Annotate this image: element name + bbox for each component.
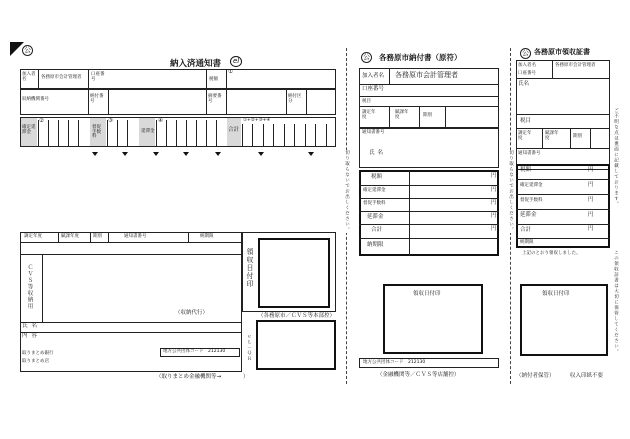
tax-circle: ① <box>228 69 233 75</box>
yen-1: 円 <box>491 173 497 179</box>
term-label-3: 期別 <box>573 134 582 139</box>
late-label-2: 延滞金 <box>367 214 384 220</box>
payer-value: 各務原市会計管理者 <box>41 75 82 80</box>
col-year: 調定年度 <box>24 234 42 239</box>
tax-sub3: 延滞金 <box>141 129 155 134</box>
slip-receipt <box>514 46 614 384</box>
uniform-code-2: 地方公共団体コード 212130 <box>363 360 426 365</box>
footer-left-3: （納付者保管） <box>516 373 555 379</box>
slip3-title: 各務原市領収証書 <box>534 48 590 56</box>
late-label-3: 延滞金 <box>520 212 537 218</box>
notice-label-3: 通知書番号 <box>518 151 541 156</box>
col-period: 期別 <box>93 234 102 239</box>
tax-label-2: 税額 <box>371 174 383 180</box>
footer-note-2: （金融機関等／ＣＶＳ等店舗控） <box>377 372 460 378</box>
fee2-label-3: 督促手数料 <box>520 198 543 203</box>
bottom-left2: 取りまとめ店 <box>22 359 49 364</box>
account-label: 口座番号 <box>91 72 105 82</box>
side-note-2: ご不明な点は裏面に記載しております。 <box>613 108 619 207</box>
slip1-title: 納入済通知書 <box>170 59 222 69</box>
detail-label: 摘要番号 <box>208 94 222 104</box>
yen-5: 円 <box>491 226 497 232</box>
cvs-copy: （各務原市／ＣＶＳ等本部控） <box>258 313 336 319</box>
stamp-label-2: 領収日付印 <box>413 291 441 297</box>
received-note: 上記のとおり領収しました。 <box>522 251 581 256</box>
total-label-3: 合計 <box>520 227 532 233</box>
name-label-3: 氏名 <box>518 81 530 87</box>
slip-original <box>355 48 505 384</box>
institution-label: 収納機関番号 <box>22 97 49 102</box>
payer-value-3: 各務原市会計管理者 <box>555 63 596 68</box>
stamp-label: 領収日付印 <box>246 248 254 288</box>
payer-label: 加入者名 <box>22 72 36 82</box>
yen-3c: 円 <box>588 197 594 203</box>
tax-label-3: 税額 <box>520 167 532 173</box>
assess-label-2: 賦課年度 <box>395 110 409 120</box>
fee-label: 納付番号 <box>90 94 104 104</box>
payer-value-2: 各務原市会計管理者 <box>395 71 458 79</box>
fee1-label-3: 確定延滞金 <box>520 183 543 188</box>
year-label-2: 調定年度 <box>362 110 376 120</box>
uniform-code: 地方公共団体コード 212130 <box>163 349 226 354</box>
fee1-label-2: 確定延滞金 <box>363 188 386 193</box>
due-label-3: 納期限 <box>520 240 534 245</box>
account-label-2: 口座番号 <box>362 86 385 92</box>
fee2-label-2: 督促手数料 <box>363 201 386 206</box>
total-label-2: 合計 <box>371 227 383 233</box>
agent-note: （収納代行） <box>175 310 209 316</box>
tax-item-label-3: 税目 <box>520 118 532 124</box>
category-label: 納付区分 <box>288 94 302 104</box>
account-label-3: 口座番号 <box>518 71 536 76</box>
tax-label: 税額 <box>209 77 218 82</box>
col-assess-year: 賦課年度 <box>61 234 79 239</box>
period-label-2: 税目 <box>362 99 371 104</box>
circle-mark-2: 公 <box>363 53 370 61</box>
payer-label-3: 加入者名 <box>518 63 536 68</box>
total-formula: ①+②+③+④ <box>243 118 271 123</box>
col-due: 納期限 <box>200 234 214 239</box>
yen-4: 円 <box>491 213 497 219</box>
yen-3d: 円 <box>588 212 594 218</box>
col-notice: 通知書番号 <box>124 234 147 239</box>
slip-notice <box>10 42 336 387</box>
assess-label-3: 賦課年度 <box>545 131 559 141</box>
content-label: 内容 <box>22 333 42 339</box>
amount-table-3 <box>516 164 610 248</box>
qr-box <box>256 320 336 370</box>
total-label: 合計 <box>228 127 240 133</box>
yen-3a: 円 <box>588 167 594 173</box>
yen-3b: 円 <box>588 182 594 188</box>
cut-note-2: 切り取らないでお出しください。 <box>508 150 514 233</box>
year-label-3: 調定年度 <box>518 131 532 141</box>
notice-label-2: 通知書番号 <box>362 130 385 135</box>
yen-3e: 円 <box>588 226 594 232</box>
payer-label-2: 加入者名 <box>362 73 385 79</box>
circle-mark: 公 <box>24 46 31 54</box>
circle-mark-3: 公 <box>522 49 529 57</box>
el-mark: el <box>230 56 242 67</box>
cvs-label: ＣＶＳ等収納用 <box>26 264 33 310</box>
footer-right-3: 収入印紙不要 <box>570 373 604 379</box>
cell2: ② <box>39 118 44 124</box>
due-label-2: 納期限 <box>367 242 384 248</box>
term-label-2: 期別 <box>423 113 432 118</box>
cell4: ④ <box>158 118 163 124</box>
tax-sub2: 督促手数料 <box>92 125 101 139</box>
name-label-2: 氏名 <box>369 150 387 156</box>
footer-note: （取りまとめ金融機関等→ ） <box>156 374 249 380</box>
side-mark: ｅＬ－ＱＲ <box>246 334 252 362</box>
slip2-title: 各務原市納付書（原符） <box>379 53 462 62</box>
stamp-label-3: 領収日付印 <box>542 291 570 297</box>
name-label: 氏名 <box>22 323 42 329</box>
yen-2: 円 <box>491 187 497 193</box>
cell3: ③ <box>108 118 113 124</box>
tax-sub1: 確定延滞金 <box>22 125 36 135</box>
cut-note-1: 切り取らないでお出しください。 <box>344 150 350 233</box>
yen-3: 円 <box>491 200 497 206</box>
bottom-left1: 取りまとめ銀行 <box>22 351 54 356</box>
side-note-1: この領収証書は大切に保管してください。 <box>613 250 619 355</box>
